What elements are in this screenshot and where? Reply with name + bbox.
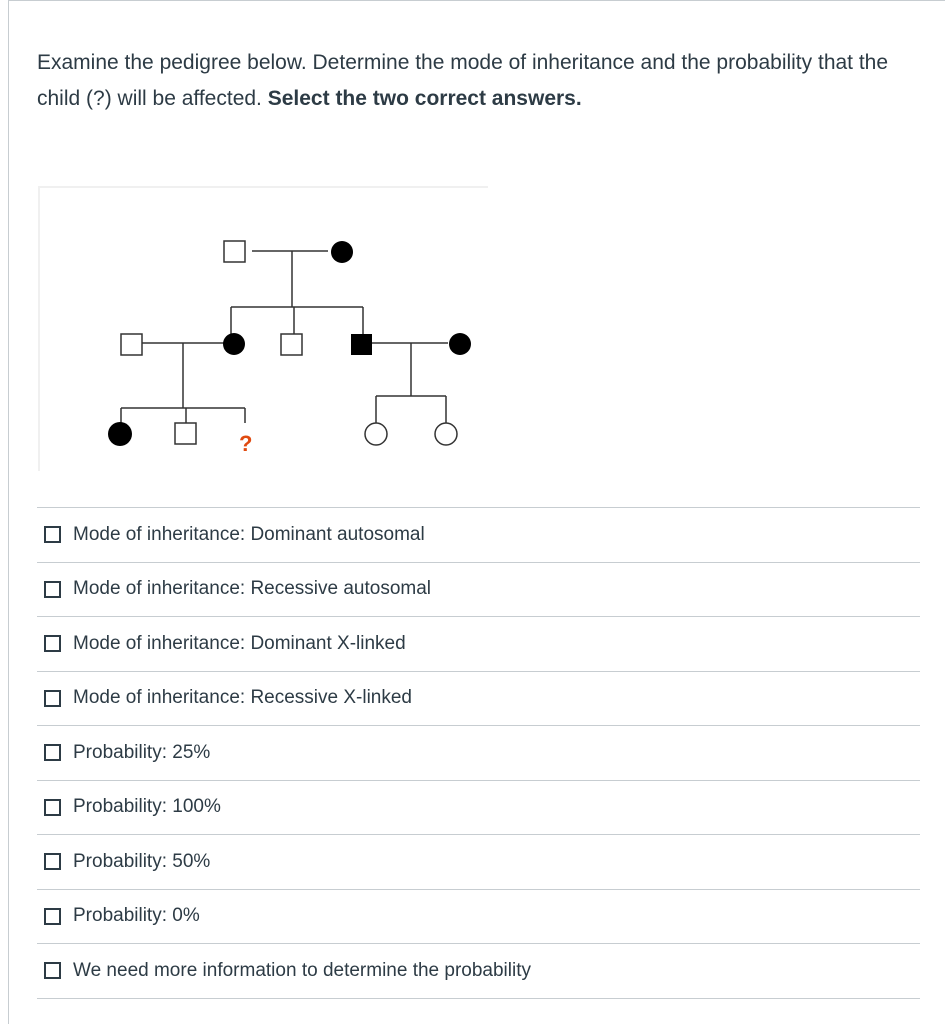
answer-label: Mode of inheritance: Recessive autosomal (73, 578, 432, 600)
answer-label: Probability: 50% (73, 850, 211, 872)
answer-option[interactable] (37, 890, 920, 945)
question-instruction: Select the two correct answers. (267, 87, 582, 110)
answer-label: Mode of inheritance: Dominant X-linked (73, 632, 406, 654)
answer-checkbox[interactable] (44, 908, 61, 925)
answer-option[interactable] (37, 508, 920, 563)
gen2-son-affected-male (351, 334, 372, 355)
answer-label: Mode of inheritance: Dominant autosomal (73, 523, 425, 545)
pedigree-chart (38, 183, 493, 475)
answer-label: We need more information to determine the probability (73, 959, 532, 981)
gen3-daughter-affected-female (108, 422, 132, 446)
answer-label: Mode of inheritance: Recessive X-linked (73, 687, 413, 709)
answer-checkbox[interactable] (44, 581, 61, 598)
answer-option[interactable] (37, 781, 920, 836)
answer-list (37, 507, 920, 999)
gen1-mother-affected-female (331, 241, 353, 263)
gen2-husband-unaffected-male (121, 334, 142, 355)
answer-option[interactable] (37, 726, 920, 781)
gen3-daughter2-unaffected-female (435, 423, 457, 445)
answer-checkbox[interactable] (44, 744, 61, 761)
answer-label: Probability: 25% (73, 741, 211, 763)
gen3-unknown-child-marker: ? (239, 431, 253, 456)
answer-checkbox[interactable] (44, 853, 61, 870)
question-card (8, 0, 945, 1024)
answer-label: Probability: 100% (73, 796, 221, 818)
question-body: Examine the pedigree below. Determine the mode of inheritance and the probability that the child (?) will be affected. (37, 51, 889, 110)
gen1-father-unaffected-male (224, 241, 245, 262)
gen3-son-unaffected-male (175, 423, 196, 444)
answer-option[interactable] (37, 617, 920, 672)
gen2-wife-affected-female (449, 333, 471, 355)
gen2-son-unaffected-male (281, 334, 302, 355)
answer-checkbox[interactable] (44, 526, 61, 543)
question-text (37, 45, 917, 117)
gen3-daughter1-unaffected-female (365, 423, 387, 445)
answer-option[interactable] (37, 563, 920, 618)
answer-checkbox[interactable] (44, 962, 61, 979)
answer-checkbox[interactable] (44, 635, 61, 652)
answer-checkbox[interactable] (44, 799, 61, 816)
answer-option[interactable] (37, 672, 920, 727)
answer-option[interactable] (37, 835, 920, 890)
answer-option[interactable] (37, 944, 920, 999)
answer-label: Probability: 0% (73, 905, 200, 927)
gen2-daughter-affected-female (223, 333, 245, 355)
answer-checkbox[interactable] (44, 690, 61, 707)
pedigree-figure (38, 183, 493, 475)
